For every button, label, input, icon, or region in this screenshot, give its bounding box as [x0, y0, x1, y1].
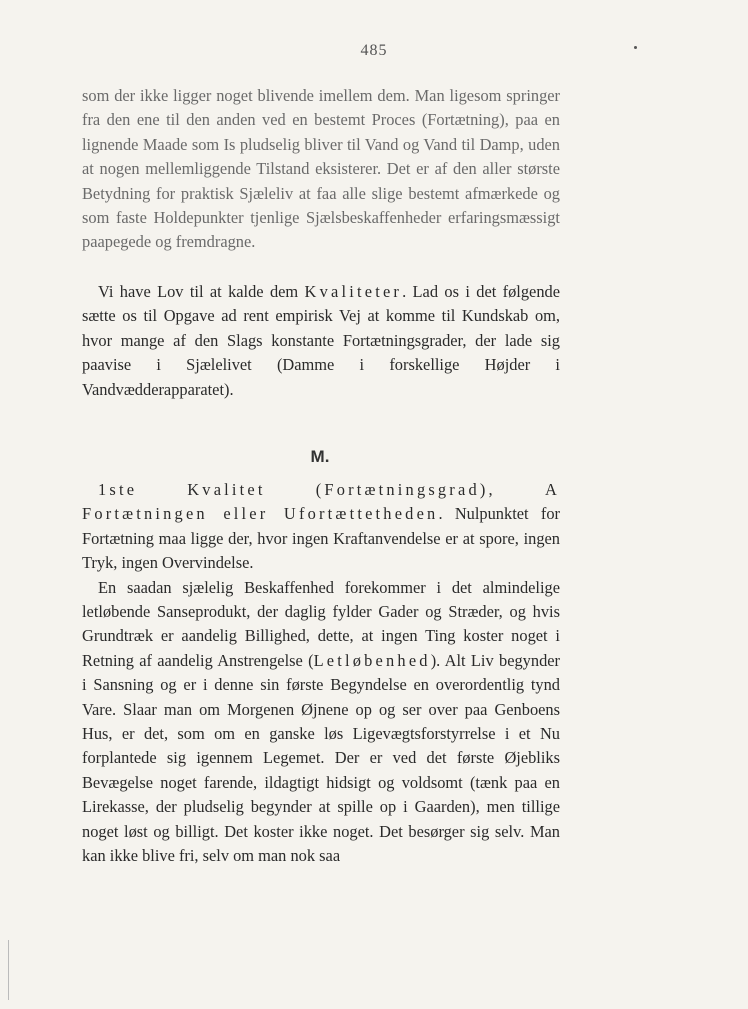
term-first-quality: 1ste Kvalitet (Fortætningsgrad), A Fortætningen eller Ufortættetheden — [82, 480, 560, 524]
section-heading: M. — [310, 447, 330, 466]
paragraph-2 — [82, 280, 560, 402]
paragraph-qualities — [82, 280, 560, 402]
paragraph-1: som der ikke ligger noget blivende imellem dem. Man ligesom springer fra den ene til den anden ved en bestemt Proces (Fortætning), paa en lignende Maade som Is pludselig bliver til Vand og Vand til Damp, uden at nogen mellemliggende Tilstand eksisterer. Det er af den aller største Betydning for praktisk Sjæleliv at faa alle slige bestemt afmærkede og som faste Holdepunkter tjenlige Sjælsbeskaffenheder erfaringsmæssigt paapegede og fremdragne. — [82, 86, 560, 252]
paragraph-2-body: . Lad os i det følgende sætte os til Opgave ad rent empirisk Vej at komme til Kundskab om, hvor mange af den Slags konstante Fortætningsgrader, der lade sig paavise i Sjælelivet (Damme i forskellige Højder i Vandvædderapparatet). — [82, 282, 560, 399]
paragraph-4-body: ). Alt Liv begynder i Sansning og er i denne sin første Begyndelse en overordentlig tynd Vare. Slaar man om Morgenen Øjnene op og ser over paa Genboens Hus, er det, som om en ganske løs Ligevægtsforstyrrelse i et Nu forplantede sig igennem Legemet. Der er ved det første Øjebliks Bevægelse noget farende, ildagtigt hidsigt og voldsomt (tænk paa en Lirekasse, der pludselig begynder at spille op i Gaarden), men tillige noget løst og billigt. Det koster ikke noget. Det besørger sig selv. Man kan ikke blive fri, selv om man nok saa — [82, 650, 560, 866]
section-body — [82, 478, 560, 869]
page-number: 485 — [360, 42, 388, 59]
paragraph-4-intro: En saadan sjælelig Beskaffenhed forekommer i det almindelige letløbende Sanseprodukt, der daglig fylder Gader og Stræder, og hvis Grundtræk er aandelig Billighed, dette, at ingen Ting koster noget i Retning af aandelig Anstrengelse ( — [82, 577, 560, 670]
paragraph-4 — [82, 576, 560, 869]
paragraph-3 — [82, 478, 560, 576]
ink-speck — [634, 46, 637, 49]
page-edge-line — [8, 940, 9, 1000]
paragraph-2-intro: Vi have Lov til at kalde dem — [98, 282, 305, 301]
term-kvaliteter: Kvaliteter — [304, 282, 403, 301]
term-letlobenhed: Letløbenhed — [313, 650, 431, 670]
paragraph-continuation — [82, 84, 560, 255]
paragraph-3-body: . Nulpunktet for Fortætning maa ligge der, hvor ingen Kraftanvendelse er at spore, ingen Tryk, ingen Overvindelse. — [82, 504, 560, 573]
